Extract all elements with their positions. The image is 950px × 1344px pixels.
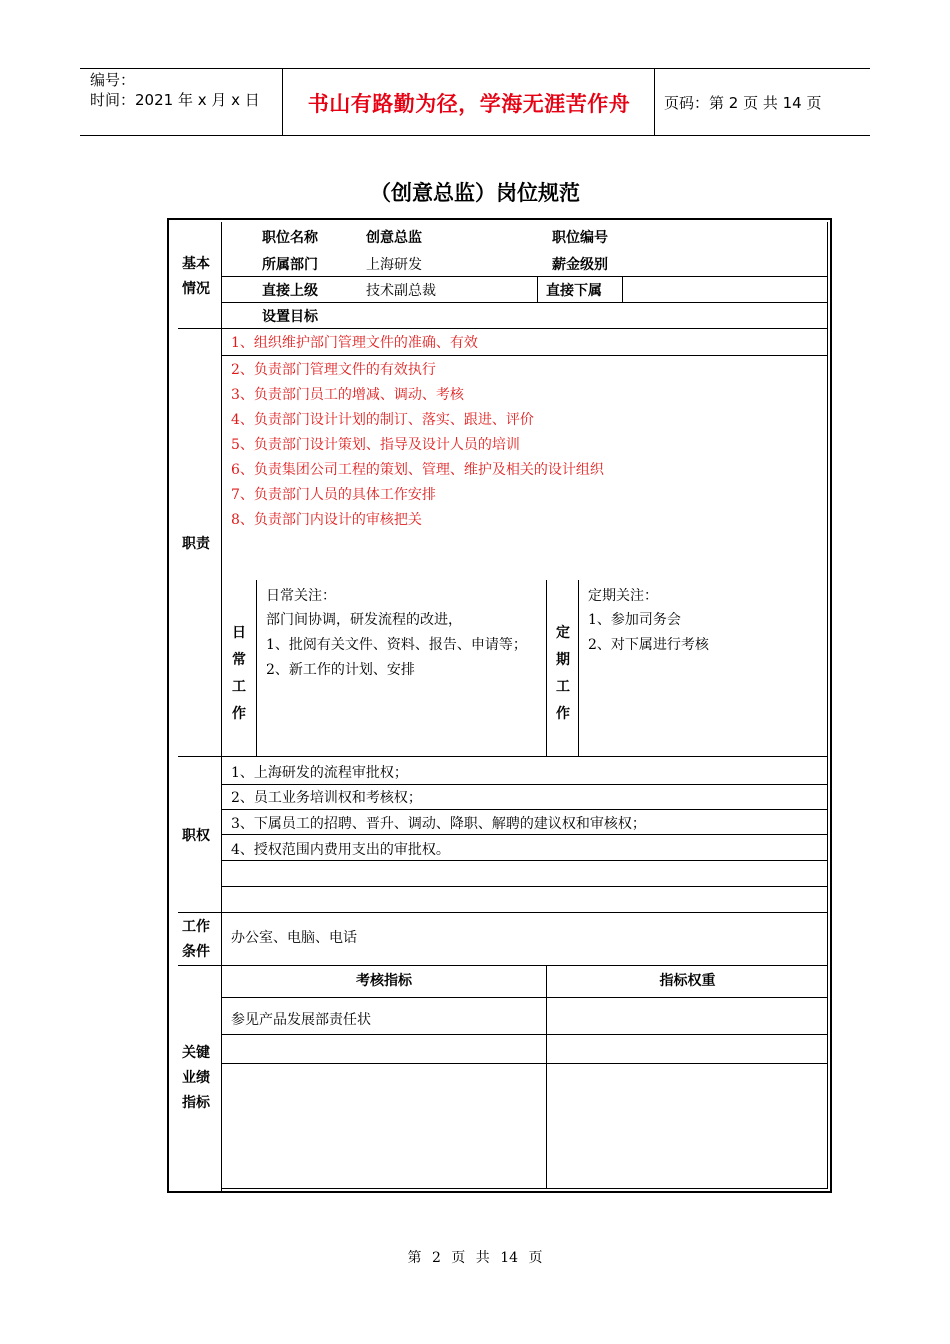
daily-line: 2、新工作的计划、安排	[266, 662, 415, 678]
daily-line: 部门间协调，研发流程的改进，	[266, 612, 462, 628]
row-rule	[222, 1034, 828, 1035]
section-rule	[178, 328, 828, 329]
conditions-value: 办公室、电脑、电话	[231, 930, 357, 946]
department-value: 上海研发	[366, 257, 422, 273]
code-label: 编号：	[90, 71, 136, 89]
section-rule	[178, 756, 828, 757]
motto: 书山有路勤为径，学海无涯苦作舟	[307, 91, 631, 116]
periodic-work-label: 定 期 工 作	[556, 625, 570, 722]
duty-item: 3、负责部门员工的增减、调动、考核	[231, 387, 464, 403]
section-conditions-label: 工作 条件	[182, 919, 210, 960]
authority-item: 2、员工业务培训权和考核权；	[231, 790, 422, 806]
authority-item: 1、上海研发的流程审批权；	[231, 765, 408, 781]
header-divider	[282, 68, 283, 136]
duty-item: 4、负责部门设计计划的制订、落实、跟进、评价	[231, 412, 534, 428]
section-rule	[178, 912, 828, 913]
label-column-divider	[221, 222, 222, 1193]
authority-item: 4、授权范围内费用支出的审批权。	[231, 842, 450, 858]
header-top-rule	[80, 68, 870, 69]
row-rule	[222, 302, 828, 303]
authority-item: 3、下属员工的招聘、晋升、调动、降职、解聘的建议权和审核权；	[231, 816, 646, 832]
periodic-line: 2、对下属进行考核	[588, 637, 709, 653]
daily-line: 1、批阅有关文件、资料、报告、申请等；	[266, 637, 527, 653]
frame-foot-mark	[174, 1191, 222, 1193]
page-footer: 第 2 页 共 14 页	[407, 1250, 543, 1266]
position-name-label: 职位名称	[262, 230, 318, 246]
row-rule	[222, 1063, 828, 1064]
cell-divider	[537, 277, 538, 302]
row-rule	[222, 784, 828, 785]
section-kpi-label: 关键 业绩 指标	[182, 1045, 210, 1111]
duty-item: 8、负责部门内设计的审核把关	[231, 512, 422, 528]
section-authority-label: 职权	[182, 828, 210, 844]
kpi-row-value: 参见产品发展部责任状	[231, 1012, 371, 1028]
duty-item: 2、负责部门管理文件的有效执行	[231, 362, 436, 378]
header-divider	[654, 68, 655, 136]
row-rule	[222, 997, 828, 998]
section-rule	[178, 965, 828, 966]
superior-label: 直接上级	[262, 283, 318, 299]
row-rule	[222, 355, 828, 356]
duty-item: 6、负责集团公司工程的策划、管理、维护及相关的设计组织	[231, 462, 604, 478]
page-title: （创意总监）岗位规范	[370, 181, 580, 205]
section-duties-label: 职责	[182, 536, 210, 552]
cell-divider	[622, 277, 623, 302]
frame-inner-right	[827, 222, 828, 1189]
kpi-weight-header: 指标权重	[659, 973, 716, 989]
department-label: 所属部门	[262, 257, 318, 273]
row-rule	[222, 1188, 828, 1189]
daily-line: 日常关注：	[266, 588, 336, 604]
goal-label: 设置目标	[262, 309, 318, 325]
date-text: 时间：2021 年 x 月 x 日	[90, 91, 260, 109]
section-basic-label: 基本 情况	[182, 256, 210, 297]
salary-label: 薪金级别	[552, 257, 608, 273]
periodic-line: 定期关注：	[588, 588, 658, 604]
duty-item: 5、负责部门设计策划、指导及设计人员的培训	[231, 437, 520, 453]
periodic-divider-left	[546, 580, 547, 756]
daily-work-label: 日 常 工 作	[232, 625, 246, 722]
daily-divider	[256, 580, 257, 756]
row-rule	[222, 276, 828, 277]
position-name-value: 创意总监	[366, 230, 422, 246]
periodic-line: 1、参加司务会	[588, 612, 681, 628]
periodic-divider-right	[578, 580, 579, 756]
duty-item: 1、组织维护部门管理文件的准确、有效	[231, 335, 478, 351]
kpi-column-divider	[546, 966, 547, 1189]
position-code-label: 职位编号	[552, 230, 608, 246]
row-rule	[222, 886, 828, 887]
page-indicator: 页码：第 2 页 共 14 页	[664, 94, 822, 112]
subordinate-label: 直接下属	[546, 283, 602, 299]
superior-value: 技术副总裁	[366, 283, 436, 299]
duty-item: 7、负责部门人员的具体工作安排	[231, 487, 436, 503]
kpi-indicator-header: 考核指标	[356, 973, 412, 989]
row-rule	[222, 860, 828, 861]
row-rule	[222, 809, 828, 810]
header-bottom-rule	[80, 135, 870, 136]
row-rule	[222, 834, 828, 835]
